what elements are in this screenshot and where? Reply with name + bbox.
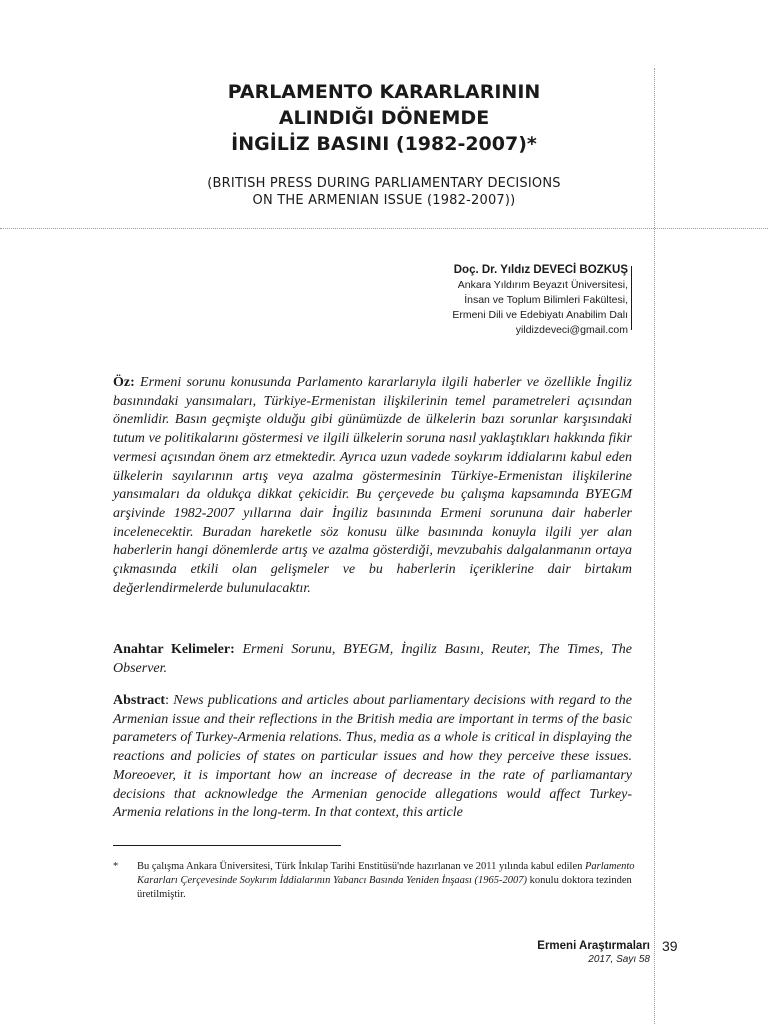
oz-text: Ermeni sorunu konusunda Parlamento kararlarıyla ilgili haberler ve özellikle İngiliz basınındaki yansımaları, Türkiye-Ermenistan ilişkilerinin temel parametreleri açısından önemlidir. Basın geçmişte olduğu gibi günümüzde de ülkelerin bazı sorunlar karşısındaki tutum ve politikalarını göstermesi ve ilgili ülkelerin soruna nasıl yaklaştıkları hakkında fikir vermesi açısından önem arz etmektedir. Ayrıca uzun vadede soykırım iddialarını kabul eden ülkelerin sayılarının artış veya azalma göstermesinin Türkiye-Ermenistan ilişkilerine yansımaları da oldukça dikkat çekicidir. Bu çerçevede bu çalışma kapsamında BYEGM arşivinde 1982-2007 yıllarına dair İngiliz basınında Ermeni sorununa dair haberler incelenecektir. Buradan hareketle söz konusu ülke basınında konuyla ilgili yer alan haberlerin hangi dönemlerde artış ve azalma gösterdiği, mevzubahis dalgalanmanın ortaya çıkmasında etkili olan gelişmeler ve bu haberlerin içeriklerine dair birtakım değerlendirmelerde bulunulacaktır. — [113, 375, 633, 596]
footnote-text: Bu çalışma Ankara Üniversitesi, Türk İnkılap Tarihi Enstitüsü'nde hazırlanan ve 2011 yılında kabul edilen — [137, 861, 585, 872]
footnote-body — [137, 860, 643, 902]
author-affiliation-line: Ermeni Dili ve Edebiyatı Anabilim Dalı — [452, 309, 628, 321]
footnote — [113, 860, 643, 902]
keywords-label: Anahtar Kelimeler: — [113, 642, 235, 657]
footnote-text-end: konulu doktora tezinden üretilmiştir. — [137, 875, 632, 900]
abstract-text: News publications and articles about parliamentary decisions with regard to the Armenian issue and their reflections in the British media are important in terms of the basic parameters of Turkey-Armenia relations. Thus, media as a whole is critical in displaying the reactions and policies of states on particular issues and how they perceive these issues. Moreoever, it is important how an increase of decrease in the rate of parliamantary decisions that acknowledge the Armenian genocide allegations would affect Turkey-Armenia relations in the long-term. In that context, this article — [113, 693, 632, 821]
title-line: İNGİLİZ BASINI (1982-2007)* — [231, 133, 537, 155]
footnote-marker: * — [113, 861, 119, 872]
author-affiliation-line: İnsan ve Toplum Bilimleri Fakültesi, — [464, 294, 628, 306]
turkish-abstract — [113, 374, 632, 598]
author-email: yildizdeveci@gmail.com — [515, 324, 628, 336]
footnote-rule — [113, 845, 341, 846]
horizontal-guide-line — [0, 228, 768, 229]
author-name: Doç. Dr. Yıldız DEVECİ BOZKUŞ — [453, 264, 628, 276]
keywords-text: Ermeni Sorunu, BYEGM, İngiliz Basını, Reuter, The Times, The Observer. — [113, 642, 633, 676]
journal-issue: 2017, Sayı 58 — [588, 954, 650, 965]
title-line: ALINDIĞI DÖNEMDE — [278, 107, 490, 129]
subtitle-line: (BRITISH PRESS DURING PARLIAMENTARY DECISIONS — [207, 176, 561, 191]
english-abstract — [113, 692, 632, 823]
english-subtitle — [120, 175, 648, 209]
author-affiliation-line: Ankara Yıldırım Beyazıt Üniversitesi, — [457, 279, 628, 291]
subtitle-line: ON THE ARMENIAN ISSUE (1982-2007)) — [252, 193, 516, 208]
footnote-thesis-title: Parlamento Kararları Çerçevesinde Soykırım İddialarının Yabancı Basında Yeniden İnşaası (1965-2007) — [137, 861, 635, 886]
oz-label: Öz: — [113, 375, 135, 390]
journal-footer — [537, 939, 650, 966]
article-title — [120, 79, 648, 157]
keywords-paragraph — [113, 641, 632, 678]
page-number: 39 — [662, 938, 678, 954]
author-divider — [631, 266, 632, 330]
journal-name: Ermeni Araştırmaları — [537, 940, 650, 952]
author-block — [328, 262, 628, 338]
title-line: PARLAMENTO KARARLARININ — [227, 81, 541, 103]
vertical-guide-line — [654, 68, 655, 1024]
abstract-separator: : — [165, 693, 169, 708]
abstract-label: Abstract — [113, 693, 166, 708]
